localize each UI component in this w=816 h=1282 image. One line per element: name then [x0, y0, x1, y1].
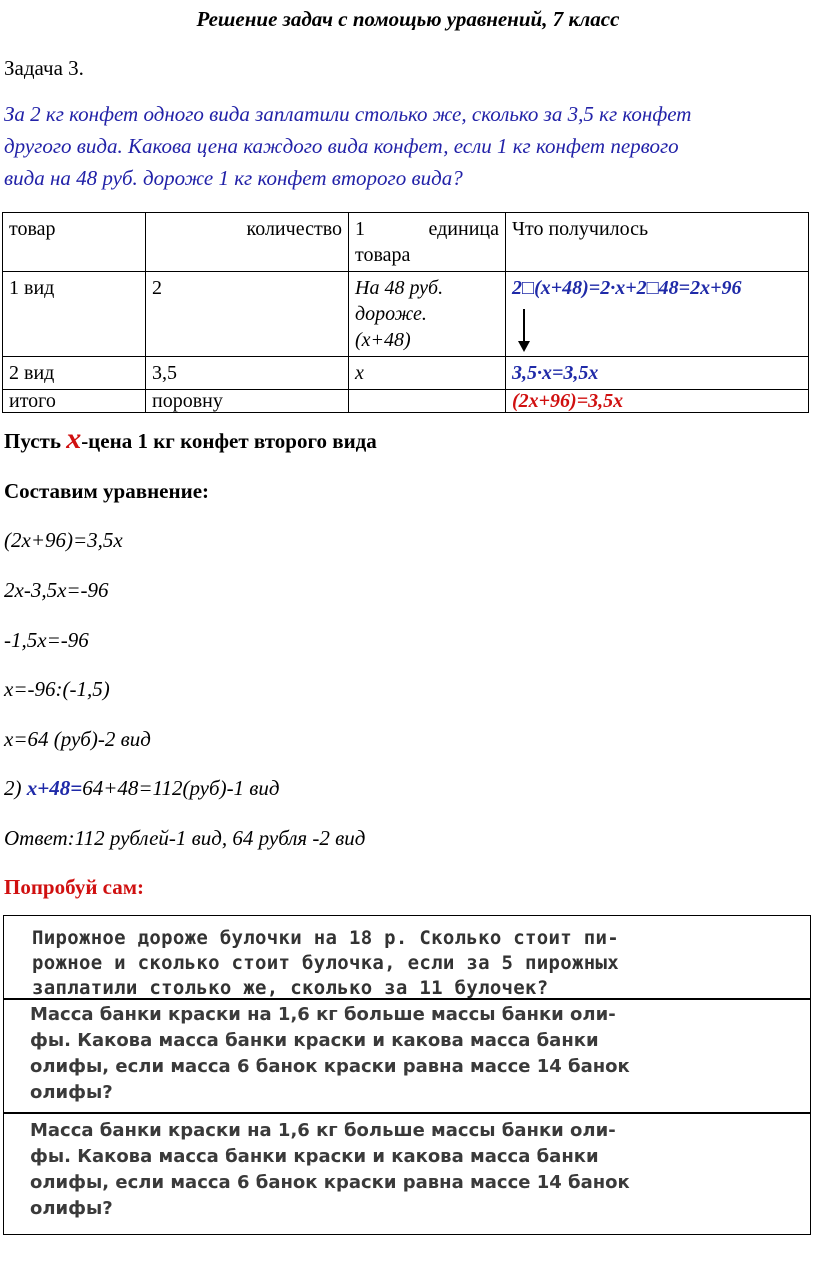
problem-line: За 2 кг конфет одного вида заплатили столько же, сколько за 3,5 кг конфет	[4, 102, 692, 126]
step2-prefix: 2)	[4, 776, 27, 800]
arrow-down-icon	[512, 307, 536, 353]
exercise-line: заплатили столько же, сколько за 11 булочек?	[32, 977, 549, 999]
data-table	[2, 212, 809, 413]
problem-line: другого вида. Какова цена каждого вида конфет, если 1 кг конфет первого	[4, 134, 679, 158]
header-quantity: количество	[146, 213, 349, 272]
table-row	[3, 390, 809, 413]
answer: Ответ:112 рублей-1 вид, 64 рубля -2 вид	[4, 826, 366, 850]
let-prefix: Пусть	[4, 429, 67, 453]
header-unit-price: 1 единица товара	[349, 213, 506, 272]
cell-unit	[349, 272, 506, 357]
exercise-box	[3, 999, 811, 1113]
cell-result	[506, 390, 809, 413]
result-expression: 2□(x+48)=2·x+2□48=2x+96	[512, 277, 742, 299]
cell-unit-line: На 48 руб.	[355, 277, 444, 299]
cell-unit-line: дороже.	[355, 303, 427, 325]
exercise-line: олифы, если масса 6 банок краски равна массе 14 банок	[30, 1056, 630, 1077]
page-title: Решение задач с помощью уравнений, 7 класс	[196, 7, 620, 31]
exercise-line: олифы, если масса 6 банок краски равна массе 14 банок	[30, 1172, 630, 1193]
cell-qty: поровну	[146, 390, 349, 413]
task-heading: Задача 3.	[4, 56, 84, 80]
exercise-line: олифы?	[30, 1198, 113, 1219]
header-item: товар	[3, 213, 146, 272]
cell-unit: x	[349, 357, 506, 390]
table-row	[3, 357, 809, 390]
cell-unit	[349, 390, 506, 413]
cell-qty: 2	[146, 272, 349, 357]
cell-unit-line: (x+48)	[355, 329, 411, 351]
exercise-line: рожное и сколько стоит булочка, если за 5 пирожных	[32, 952, 619, 974]
cell-item: 1 вид	[3, 272, 146, 357]
exercise-line: Пирожное дороже булочки на 18 р. Сколько стоит пи-	[32, 927, 619, 949]
solution-step: 2x-3,5x=-96	[4, 578, 109, 602]
compose-heading: Составим уравнение:	[4, 479, 210, 503]
exercise-line: фы. Какова масса банки краски и какова масса банки	[30, 1146, 599, 1167]
problem-line: вида на 48 руб. дороже 1 кг конфет второго вида?	[4, 166, 463, 190]
exercise-line: фы. Какова масса банки краски и какова масса банки	[30, 1030, 599, 1051]
cell-item: 2 вид	[3, 357, 146, 390]
cell-result	[506, 272, 809, 357]
let-variable: x	[66, 422, 82, 455]
exercise-box	[3, 1113, 811, 1235]
exercise-line: Масса банки краски на 1,6 кг больше массы банки оли-	[30, 1120, 616, 1141]
exercise-line: Масса банки краски на 1,6 кг больше массы банки оли-	[30, 1004, 616, 1025]
problem-statement	[4, 98, 812, 194]
step2-rest: 64+48=112(руб)-1 вид	[82, 776, 280, 800]
cell-item: итого	[3, 390, 146, 413]
let-statement	[4, 424, 377, 456]
cell-result	[506, 357, 809, 390]
exercise-line: олифы?	[30, 1082, 113, 1103]
result-equation: (2x+96)=3,5x	[512, 390, 624, 412]
header-result: Что получилось	[506, 213, 809, 272]
cell-qty: 3,5	[146, 357, 349, 390]
solution-step: x=-96:(-1,5)	[4, 677, 110, 701]
solution-step: -1,5x=-96	[4, 628, 89, 652]
table-row	[3, 272, 809, 357]
solution-step: (2x+96)=3,5x	[4, 528, 123, 552]
solution-step: x=64 (руб)-2 вид	[4, 727, 151, 751]
solution-step-2	[4, 775, 280, 801]
step2-bold: x+48=	[26, 776, 83, 800]
result-expression: 3,5·x=3,5x	[512, 362, 599, 384]
let-suffix: -цена 1 кг конфет второго вида	[81, 429, 377, 453]
table-header-row	[3, 213, 809, 272]
try-yourself-heading: Попробуй сам:	[4, 875, 145, 899]
exercise-box	[3, 915, 811, 999]
